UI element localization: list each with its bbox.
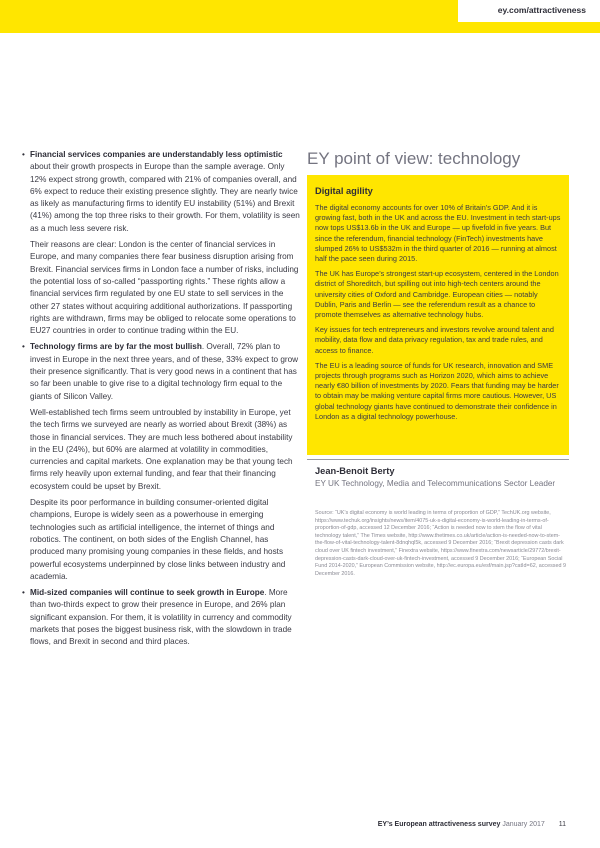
footer-title: EY’s European attractiveness survey xyxy=(377,821,501,828)
bullet-financial-services xyxy=(22,149,300,235)
page-footer xyxy=(378,821,566,828)
bullet-technology-firms xyxy=(22,341,300,402)
site-url[interactable]: ey.com/attractiveness xyxy=(458,0,600,22)
source-notes: Source: “UK’s digital economy is world leading in terms of proportion of GDP,” TechUK.org website, https://www.techuk.org/insights/news/item/4075-uk-s-digital-economy-is-world-leading-in-terms-of-proportion-of-gdp, accessed 12 December 2016; “Action is needed now to stem the flow of vital technology talent,” The Times website, http://www.thetimes.co.uk/article/action-is-needed-now-to-stem-the-flow-of-vital-technology-talent-8dnqhql5k, accessed 9 December 2016; “Brexit depression casts dark cloud over UK fintech investment,” Finextra website, https://www.finextra.com/newsarticle/29772/brexit-depression-casts-dark-cloud-over-uk-fintech-investment, accessed 9 December 2016; “European Social Fund 2014-2020,” European Commission website, http://ec.europa.eu/esf/main.jsp?catId=62, accessed 9 December 2016. xyxy=(315,510,566,577)
paragraph: Despite its poor performance in building consumer-oriented digital champions, Europe is widely seen as a powerhouse in emerging technologies such as artificial intelligence, the internet of things and robotics. The continent, on both sides of the English Channel, has produced many promising young companies in these fields, and hosts powerful ecosystems underpinned by close links between industry and academia. xyxy=(30,498,286,581)
author-name: Jean-Benoit Berty xyxy=(315,466,395,476)
bullet-heading: Mid-sized companies will continue to seek growth in Europe xyxy=(30,588,265,598)
bullet-text: about their growth prospects in Europe than the sample average. Only 12% expect strong growth, compared with 21% of companies overall, and 6% expect to reduce their existing presence slightly. They are nearly twice as likely as manufacturing firms to identify EU instability (51%) and Brexit (41%) among the top three risks to their growth. For them, volatility is seen as a much less severe risk. xyxy=(30,162,300,233)
box-paragraph: Key issues for tech entrepreneurs and investors revolve around talent and mobility, data flow and data privacy regulation, tax and trade rules, and access to finance. xyxy=(315,325,554,355)
page-number: 11 xyxy=(558,821,566,828)
box-paragraph: The digital economy accounts for over 10% of Britain’s GDP. And it is growing fast, both in the UK and across the EU. Investment in tech start-ups now tops US$13.6b in the UK and Europe — up fivefold in five years. But since the referendum, financial technology (FinTech) investments have slumped 26% to US$532m in the third quarter of 2016 — running at almost half the pace seen during 2015. xyxy=(315,203,561,264)
sidebar-title: EY point of view: technology xyxy=(307,149,521,168)
bullet-text: . More than two-thirds expect to grow their presence in Europe, and 26% plan significant expansion. For them, it is volatility in currency and commodity markets that poses the biggest business risk, with the slowdown in trade flows, and Brexit in second and third places. xyxy=(30,588,292,647)
main-text-column xyxy=(30,149,300,653)
box-paragraph: The UK has Europe’s strongest start-up ecosystem, centered in the London district of Shoreditch, but spilling out into high-tech centers around the university cities of Oxford and Cambridge. European cities — notably Dublin, Paris and Berlin — see the referendum result as a chance to promote themselves as alternative technology hubs. xyxy=(315,269,559,320)
digital-agility-box xyxy=(307,175,569,455)
divider xyxy=(307,459,569,460)
bullet-heading: Technology firms are by far the most bullish xyxy=(30,342,202,352)
author-role: EY UK Technology, Media and Telecommunications Sector Leader xyxy=(315,479,556,488)
bullet-mid-sized-companies xyxy=(22,587,300,648)
box-heading: Digital agility xyxy=(315,186,373,196)
box-paragraph: The EU is a leading source of funds for UK research, innovation and SME projects through programs such as Horizon 2020, which aims to achieve nearly €80 billion of investments by 2020. Fears that funding may be harder to obtain may be making venture capital firms more cautious. However, US global technology giants have continued to demonstrate their confidence in London as a digital technology powerhouse. xyxy=(315,360,559,421)
bullet-text: . Overall, 72% plan to invest in Europe in the next three years, and of these, 33% expect to grow their presence significantly. That is very good news in a continent that has so far been unable to give rise to a digital technology firm equal to the giants of Silicon Valley. xyxy=(30,342,299,401)
bullet-heading: Financial services companies are understandably less optimistic xyxy=(30,150,283,159)
paragraph: Their reasons are clear: London is the center of financial services in Europe, and many companies there fear business disruption arising from Brexit. Financial services firms in London face a number of risks, including the potential loss of so-called “passporting rights.” These rights allow a financial services firm regulated by one EU state to sell services in the other 27 states without acquiring additional authorizations. If passporting rights are withdrawn, firms may be obliged to relocate some operations to EU27 countries in order to continue trading within the EU. xyxy=(30,240,299,336)
paragraph: Well-established tech firms seem untroubled by instability in Europe, yet the tech firms we surveyed are nearly as worried about Brexit (38%) as those in financial services. They are much less bothered about instability in the EU (24%), but 60% are alarmed at volatility in commodities, currencies and capital markets. One explanation may be that young tech firms rely heavily upon external funding, and fear that their financing ecosystem could be upset by Brexit. xyxy=(30,407,293,491)
footer-date: January 2017 xyxy=(502,821,545,828)
